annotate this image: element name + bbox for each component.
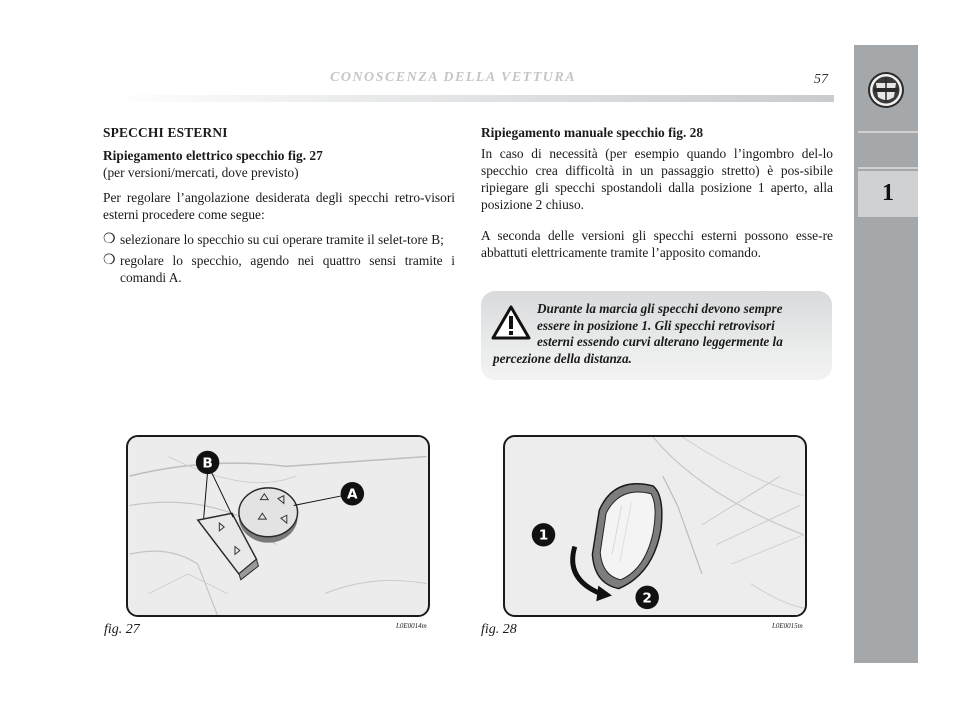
figure-27-mirror-controls [126, 435, 430, 617]
subsection-title-electric: Ripiegamento elettrico specchio fig. 27 [103, 148, 323, 163]
section-title: SPECCHI ESTERNI [103, 125, 228, 140]
paragraph-manual-fold: In caso di necessità (per esempio quando l’ingombro del-lo specchio crea difficoltà in un passaggio stretto) è pos-sibile ripiegare gli specchi spostandoli dalla posizione 1 aperto, alla posizione 2 chiuso. [481, 146, 833, 212]
warning-text [493, 301, 823, 367]
chapter-side-tab [854, 45, 918, 663]
subsection-title-manual: Ripiegamento manuale specchio fig. 28 [481, 125, 704, 140]
running-header: CONOSCENZA DELLA VETTURA [330, 70, 577, 85]
chapter-number-box[interactable] [858, 171, 918, 215]
callout-label-2: 2 [642, 590, 652, 607]
figure-27-code: L0E0014m [396, 622, 427, 630]
warning-line: essere in posizione 1. Gli specchi retrovisori [537, 317, 775, 333]
tab-divider [858, 131, 918, 133]
warning-line: percezione della distanza. [493, 350, 632, 366]
page-number: 57 [814, 72, 828, 87]
tab-divider [858, 215, 918, 217]
list-item [103, 231, 455, 248]
list-item [103, 252, 455, 286]
adjust-knob-a-icon [239, 488, 298, 543]
warning-box [481, 291, 832, 380]
chapter-number: 1 [882, 179, 894, 206]
mirror-control-illustration [128, 437, 428, 615]
mirror-fold-illustration [505, 437, 805, 615]
right-column [481, 124, 833, 269]
warning-line: esterni essendo curvi alterano leggermente la [537, 334, 783, 349]
paragraph-electric-fold: A seconda delle versioni gli specchi esterni possono esse-re abbattuti elettricamente tramite l’apposito comando. [481, 228, 833, 260]
figure-27-caption: fig. 27 [104, 622, 140, 637]
callout-label-1: 1 [538, 527, 549, 544]
figure-28-mirror-folding [503, 435, 807, 617]
bullet-circle-icon: ❍ [103, 232, 116, 247]
warning-line: Durante la marcia gli specchi devono sempre [537, 301, 783, 316]
callout-label-a: A [347, 486, 358, 503]
left-column [103, 124, 455, 290]
bullet-text: regolare lo specchio, agendo nei quattro sensi tramite i comandi A. [120, 253, 455, 285]
figure-28-code: L0E0015m [772, 622, 803, 630]
lancia-shield-icon [854, 45, 918, 131]
tab-divider [858, 167, 918, 169]
bullet-text: selezionare lo specchio su cui operare tramite il selet-tore B; [120, 232, 444, 247]
figure-28-caption: fig. 28 [481, 622, 517, 637]
callout-label-b: B [202, 455, 213, 472]
intro-paragraph: Per regolare l’angolazione desiderata degli specchi retro-visori esterni procedere come segue: [103, 190, 455, 222]
bullet-circle-icon: ❍ [103, 253, 116, 268]
subsection-note: (per versioni/mercati, dove previsto) [103, 165, 299, 180]
header-rule [104, 95, 834, 102]
tab-logo-box [854, 45, 918, 131]
